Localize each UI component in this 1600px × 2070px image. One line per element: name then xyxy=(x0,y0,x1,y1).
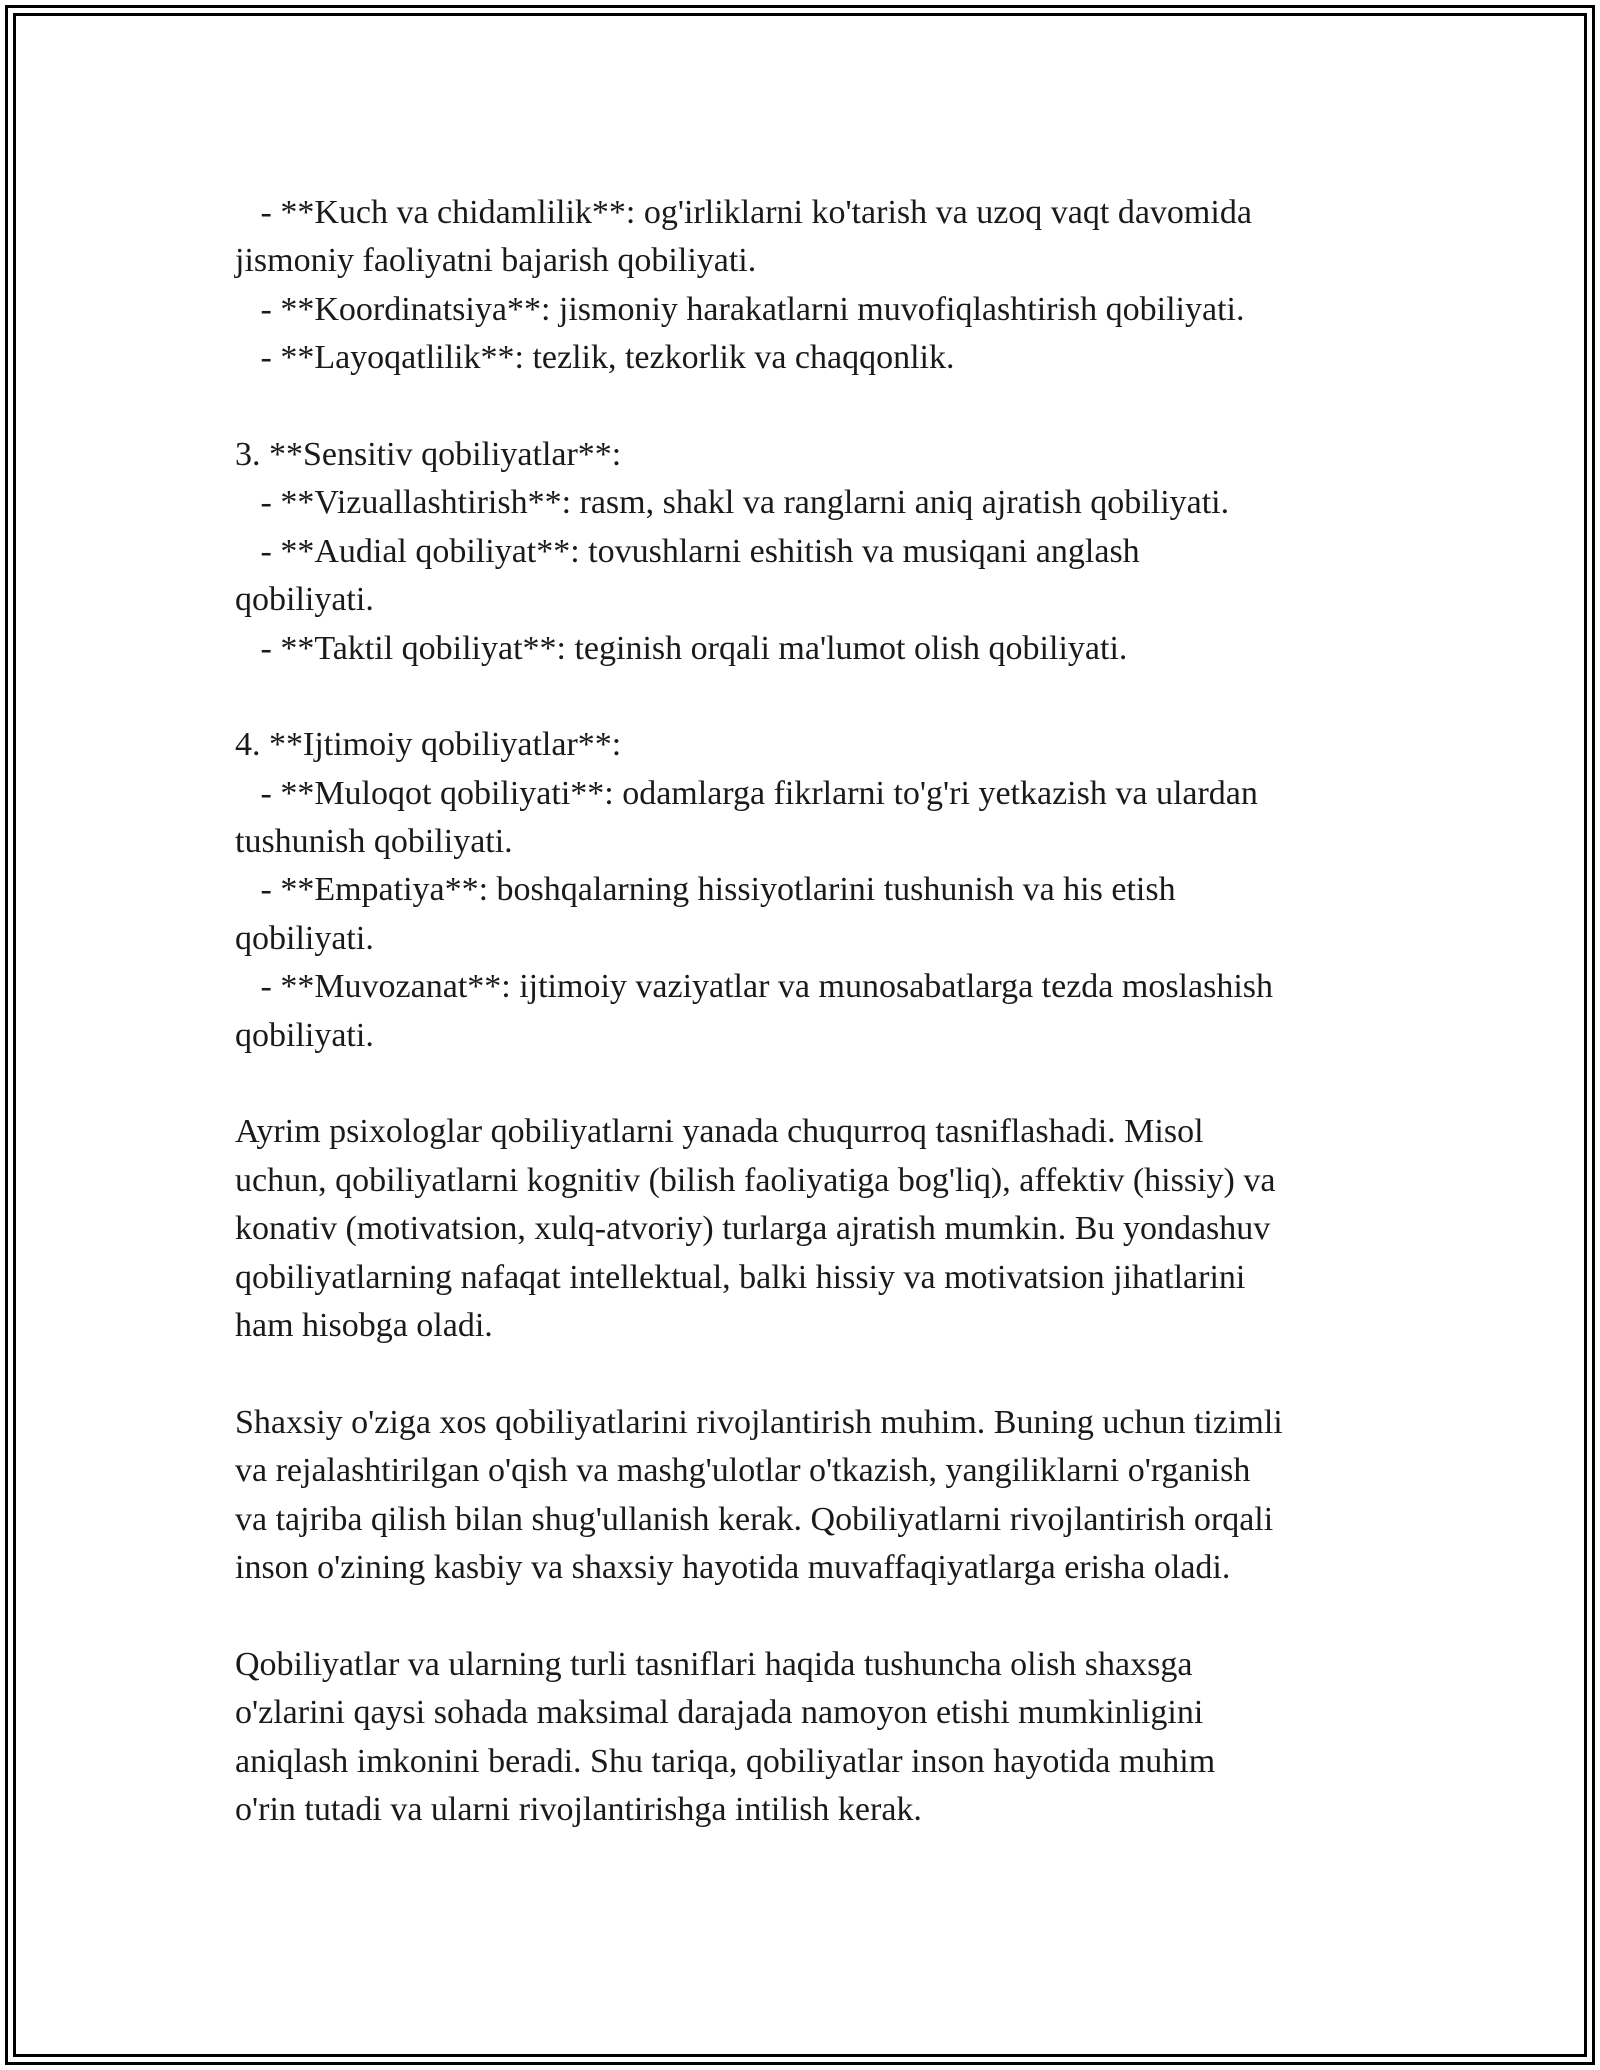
text-line: Qobiliyatlar va ularning turli tasniflari haqida tushuncha olish shaxsga xyxy=(235,1645,1193,1683)
text-line: qobiliyati. xyxy=(235,1016,374,1054)
text-line: konativ (motivatsion, xulq-atvoriy) turlarga ajratish mumkin. Bu yondashuv xyxy=(235,1210,1271,1248)
text-line: ham hisobga oladi. xyxy=(235,1306,493,1344)
text-line: - **Koordinatsiya**: jismoniy harakatlarni muvofiqlashtirish qobiliyati. xyxy=(235,290,1245,328)
text-line: qobiliyatlarning nafaqat intellektual, balki hissiy va motivatsion jihatlarini xyxy=(235,1258,1246,1296)
text-line: aniqlash imkonini beradi. Shu tariqa, qobiliyatlar inson hayotida muhim xyxy=(235,1742,1216,1780)
paragraph-gap xyxy=(235,1350,1385,1398)
text-line: - **Kuch va chidamlilik**: og'irliklarni ko'tarish va uzoq vaqt davomida xyxy=(235,194,1252,231)
paragraph-gap xyxy=(235,383,1385,431)
text-line: o'zlarini qaysi sohada maksimal darajada namoyon etishi mumkinligini xyxy=(235,1694,1204,1732)
text-line: tushunish qobiliyati. xyxy=(235,823,513,861)
text-line: - **Empatiya**: boshqalarning hissiyotlarini tushunish va his etish xyxy=(235,871,1176,909)
paragraph-gap xyxy=(235,1060,1385,1108)
text-line: - **Muloqot qobiliyati**: odamlarga fikrlarni to'g'ri yetkazish va ulardan xyxy=(235,774,1258,812)
paragraph-gap xyxy=(235,673,1385,721)
text-line: o'rin tutadi va ularni rivojlantirishga intilish kerak. xyxy=(235,1790,922,1828)
text-line: va rejalashtirilgan o'qish va mashg'ulotlar o'tkazish, yangiliklarni o'rganish xyxy=(235,1452,1251,1490)
text-line: - **Taktil qobiliyat**: teginish orqali ma'lumot olish qobiliyati. xyxy=(235,629,1128,667)
text-line: uchun, qobiliyatlarni kognitiv (bilish faoliyatiga bog'liq), affektiv (hissiy) va xyxy=(235,1161,1276,1199)
text-line: Ayrim psixologlar qobiliyatlarni yanada chuqurroq tasniflashadi. Misol xyxy=(235,1113,1204,1151)
text-line: Shaxsiy o'ziga xos qobiliyatlarini rivojlantirish muhim. Buning uchun tizimli xyxy=(235,1403,1283,1441)
document-body xyxy=(235,189,1385,1834)
text-line: jismoniy faoliyatni bajarish qobiliyati. xyxy=(235,242,757,280)
text-line: qobiliyati. xyxy=(235,581,374,619)
text-line: - **Audial qobiliyat**: tovushlarni eshitish va musiqani anglash xyxy=(235,532,1140,570)
section-heading: 4. **Ijtimoiy qobiliyatlar**: xyxy=(235,726,622,764)
text-line: - **Layoqatlilik**: tezlik, tezkorlik va chaqqonlik. xyxy=(235,339,955,377)
paragraph-gap xyxy=(235,1592,1385,1640)
section-heading: 3. **Sensitiv qobiliyatlar**: xyxy=(235,435,622,473)
text-line: qobiliyati. xyxy=(235,919,374,957)
text-line: va tajriba qilish bilan shug'ullanish kerak. Qobiliyatlarni rivojlantirish orqali xyxy=(235,1500,1274,1538)
text-line: - **Vizuallashtirish**: rasm, shakl va ranglarni aniq ajratish qobiliyati. xyxy=(235,484,1230,522)
text-line: inson o'zining kasbiy va shaxsiy hayotida muvaffaqiyatlarga erisha oladi. xyxy=(235,1548,1231,1586)
text-line: - **Muvozanat**: ijtimoiy vaziyatlar va munosabatlarga tezda moslashish xyxy=(235,968,1273,1006)
